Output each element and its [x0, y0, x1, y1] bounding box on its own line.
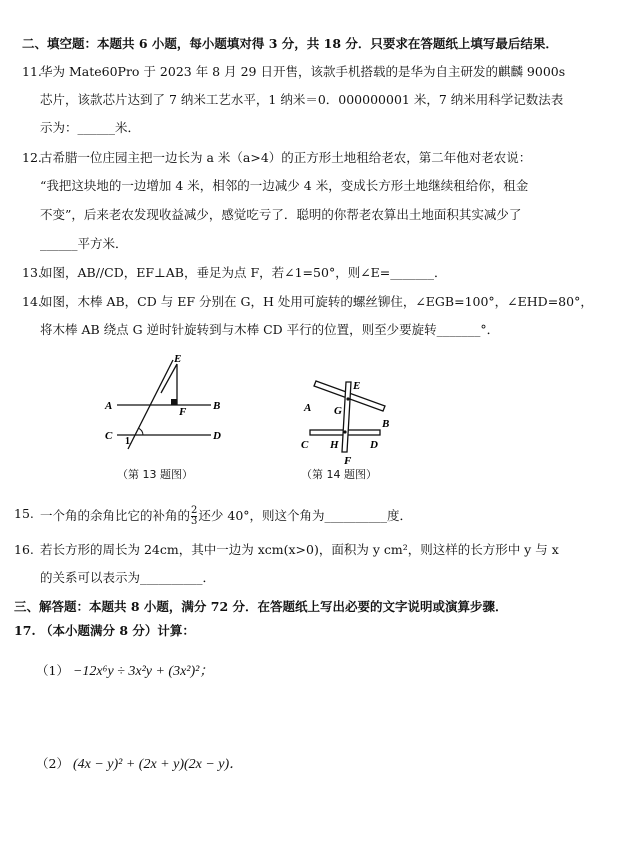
q17-part-1 — [36, 663, 213, 680]
q15-text-before: 一个角的余角比它的补角的 — [40, 508, 191, 523]
q16-line-2: 的关系可以表示为__________． — [40, 570, 216, 585]
pivot-g — [346, 397, 349, 400]
q12-line-2: “我把这块地的一边增加 4 米，相邻的一边减少 4 米，变成长方形土地继续租给你，租金 — [40, 178, 529, 193]
label-d: D — [213, 430, 221, 442]
q12-line-4: ______平方米． — [40, 236, 128, 251]
label-a: A — [105, 400, 113, 412]
label-e: E — [174, 353, 182, 365]
section-3-header: 三、解答题：本题共 8 小题，满分 72 分．在答题纸上写出必要的文字说明或演算步骤． — [14, 599, 508, 614]
q17-title: （本小题满分 8 分）计算： — [40, 623, 195, 638]
label-a: A — [304, 402, 312, 414]
pivot-h — [343, 430, 346, 433]
figure-13-caption: （第 13 题图） — [117, 468, 193, 481]
label-g: G — [334, 405, 342, 417]
label-h: H — [330, 439, 339, 451]
part-1-expression: −12x⁶y ÷ 3x²y + (3x²)²； — [72, 664, 214, 679]
label-d: D — [370, 439, 378, 451]
q17-number: 17. — [14, 623, 36, 638]
section-2-header: 二、填空题：本题共 6 小题，每小题填对得 3 分，共 18 分．只要求在答题纸上填写最后结果． — [22, 36, 558, 51]
label-angle-1: 1 — [125, 436, 130, 447]
part-1-label: （1） — [36, 663, 69, 678]
label-e: E — [353, 380, 361, 392]
q14-number: 14. — [22, 294, 42, 309]
part-2-expression: (4x − y)² + (2x + y)(2x − y)． — [72, 757, 244, 772]
q13-number: 13. — [22, 265, 42, 280]
q16-number: 16. — [14, 542, 34, 557]
fraction-denominator: 3 — [191, 516, 198, 527]
q15-line — [40, 506, 412, 527]
q15-text-after: 还少 40°，则这个角为__________度． — [198, 508, 413, 523]
right-angle-mark — [171, 399, 177, 405]
figure-13-diagram — [95, 352, 225, 452]
q12-line-1: 古希腊一位庄园主把一边长为 a 米（a>4）的正方形土地租给老农，第二年他对老农说： — [40, 150, 532, 165]
q16-line-1: 若长方形的周长为 24cm，其中一边为 xcm(x>0)，面积为 y cm²，则这样的长方形中 y 与 x — [40, 542, 559, 557]
q11-line-3: 示为：______米． — [40, 120, 141, 135]
figure-14-diagram — [290, 372, 400, 464]
q11-line-2: 芯片，该款芯片达到了 7 纳米工艺水平，1 纳米＝0．000000001 米，7 纳米用科学记数法表 — [40, 92, 564, 107]
figure-14-caption: （第 14 题图） — [301, 468, 377, 481]
part-2-label: （2） — [36, 756, 69, 771]
q11-number: 11. — [22, 64, 42, 79]
q13-line-1: 如图，AB//CD，EF⊥AB，垂足为点 F，若∠1=50°，则∠E=_______． — [40, 265, 447, 280]
label-f: F — [344, 455, 352, 464]
q12-line-3: 不变”，后来老农发现收益减少，感觉吃亏了．聪明的你帮老农算出土地面积其实减少了 — [40, 207, 522, 222]
label-f: F — [179, 406, 187, 418]
q12-number: 12. — [22, 150, 42, 165]
label-b: B — [382, 418, 390, 430]
label-b: B — [213, 400, 221, 412]
fraction-two-thirds — [191, 506, 197, 527]
q14-line-1: 如图，木棒 AB，CD 与 EF 分别在 G，H 处用可旋转的螺丝铆住，∠EGB=100°，∠EHD=80°， — [40, 294, 593, 309]
q17-part-2 — [36, 756, 243, 773]
fraction-numerator: 2 — [191, 505, 198, 516]
label-c: C — [105, 430, 113, 442]
q14-line-2: 将木棒 AB 绕点 G 逆时针旋转到与木棒 CD 平行的位置，则至少要旋转_______°． — [40, 322, 500, 337]
q11-line-1: 华为 Mate60Pro 于 2023 年 8 月 29 日开售，该款手机搭载的是华为自主研发的麒麟 9000s — [40, 64, 566, 79]
q15-number: 15. — [14, 506, 34, 521]
label-c: C — [301, 439, 309, 451]
